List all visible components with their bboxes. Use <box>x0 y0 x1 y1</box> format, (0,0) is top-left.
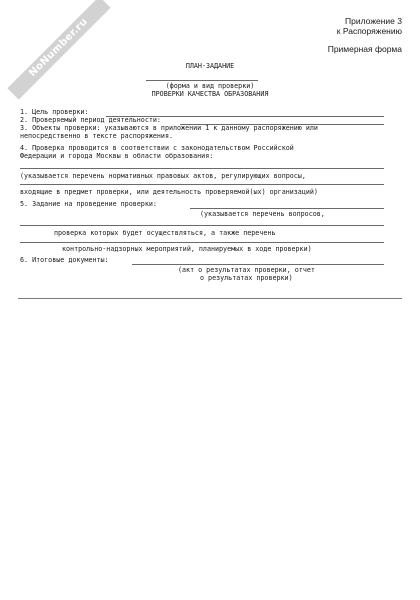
item-2-period: 2. Проверяемый период деятельности: <box>20 116 161 124</box>
form-kind-blank <box>146 80 258 81</box>
item-5-hint-line-3: контрольно-надзорных мероприятий, планируемых в ходе проверки) <box>62 245 312 253</box>
plan-title: ПЛАН-ЗАДАНИЕ <box>185 62 235 70</box>
annex-reference <box>337 16 402 36</box>
item-5-task: 5. Задание на проведение проверки: <box>20 200 157 208</box>
item-1-goal: 1. Цель проверки: <box>20 108 89 116</box>
item-4-hint-line-2: входящие в предмет проверки, или деятельность проверяемой(ых) организаций) <box>20 188 318 196</box>
item-6-blank <box>132 264 384 265</box>
item-5-blank <box>190 208 384 209</box>
item-6-final-docs: 6. Итоговые документы: <box>20 256 109 264</box>
annex-line-1: Приложение 3 <box>345 16 402 26</box>
annex-line-2: к Распоряжению <box>336 26 402 36</box>
watermark-ribbon: NoNumber.ru <box>7 0 110 100</box>
item-5-blank-3 <box>20 242 384 243</box>
form-kind-hint: (форма и вид проверки) <box>165 82 255 90</box>
item-6-hint-line-1: (акт о результатах проверки, отчет <box>178 266 315 274</box>
item-4-hint-line-1: (указывается перечень нормативных правовых актов, регулирующих вопросы, <box>20 172 306 180</box>
item-5-blank-2 <box>20 225 384 226</box>
form-type-label: Примерная форма <box>327 44 402 54</box>
item-3-objects-line-2: непосредственно в тексте распоряжения. <box>20 132 173 140</box>
item-5-hint-line-2: проверка которых будет осуществляться, а также перечень <box>54 229 276 237</box>
item-3-objects-line-1: 3. Объекты проверки: указываются в приложении 1 к данному распоряжению или <box>20 124 318 132</box>
item-4-blank <box>20 168 384 169</box>
item-4-legislation-line-2: Федерации и города Москвы в области образования: <box>20 152 214 160</box>
plan-subtitle: ПРОВЕРКИ КАЧЕСТВА ОБРАЗОВАНИЯ <box>151 90 269 98</box>
item-4-blank-2 <box>20 184 384 185</box>
bottom-divider <box>18 298 402 299</box>
item-5-hint-line-1: (указывается перечень вопросов, <box>200 210 325 218</box>
item-4-legislation-line-1: 4. Проверка проводится в соответствии с законодательством Российской <box>20 144 294 152</box>
item-6-hint-line-2: о результатах проверки) <box>200 274 293 282</box>
